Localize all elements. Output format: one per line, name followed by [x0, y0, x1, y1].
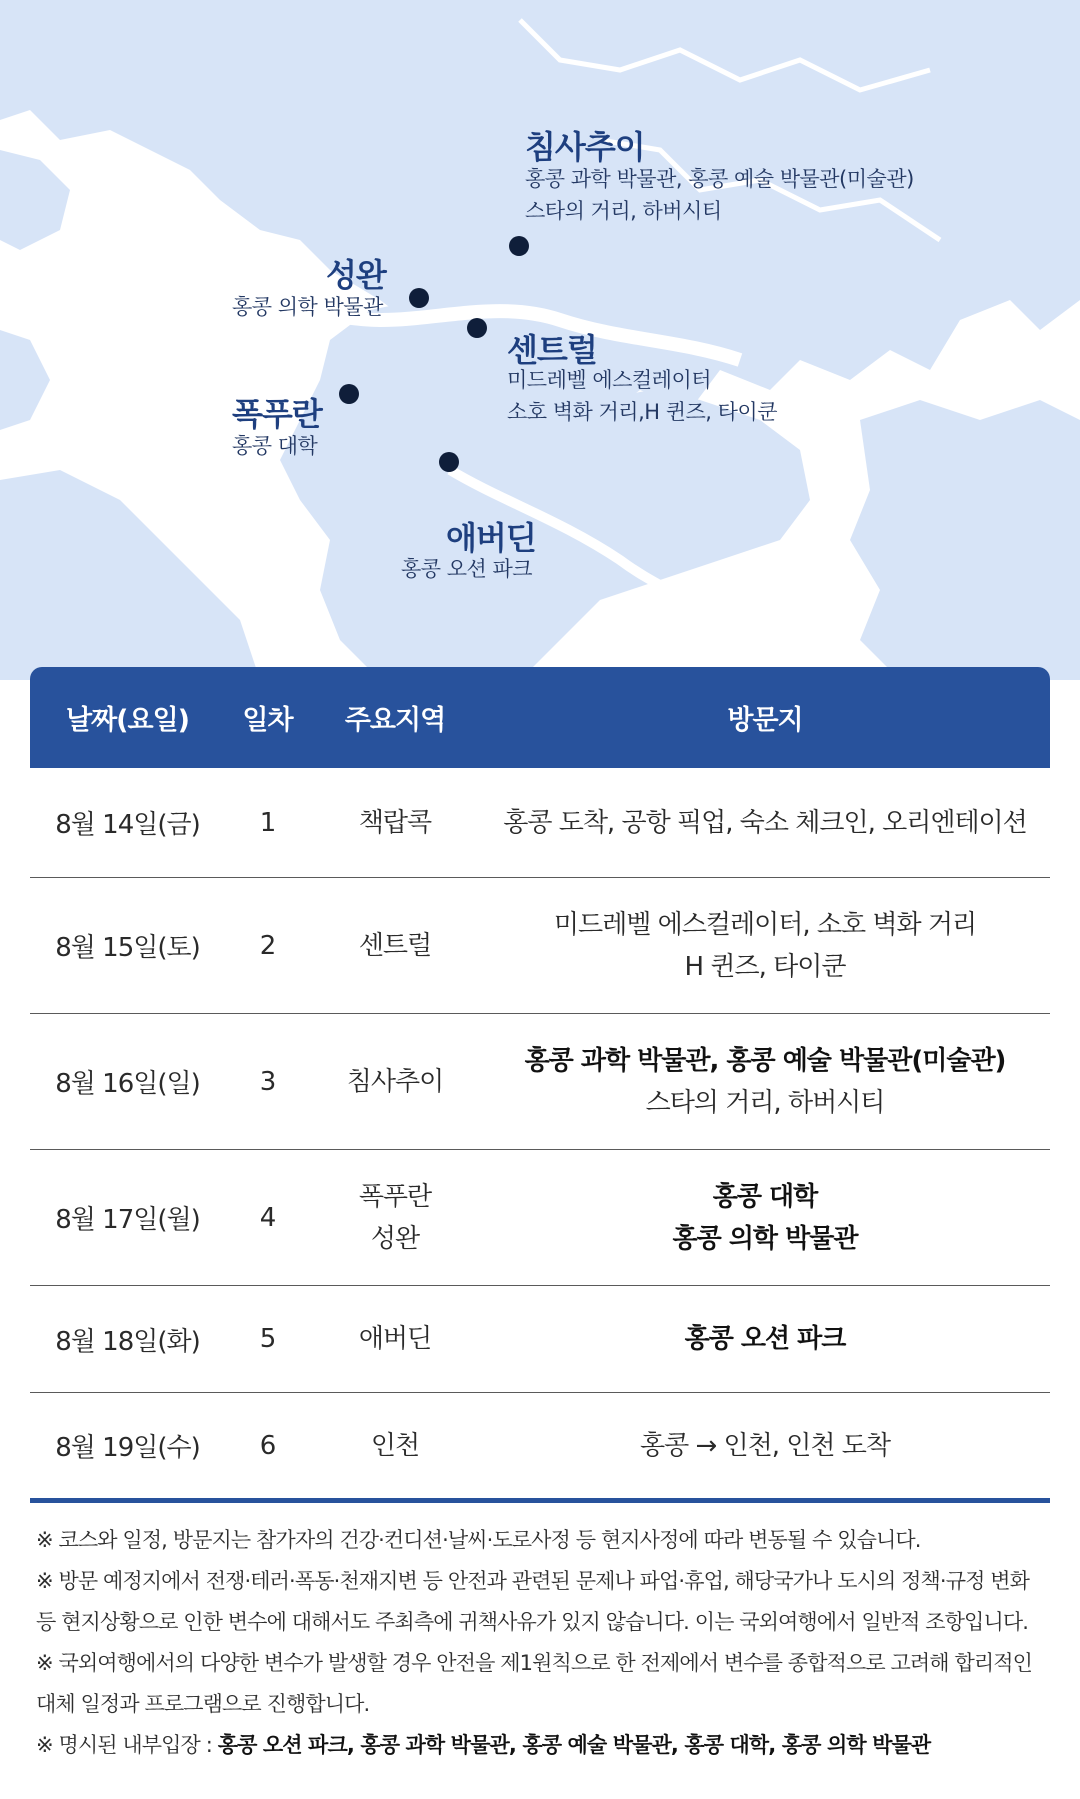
- cell-date: 8월 19일(수): [55, 1433, 200, 1463]
- cell-places: [480, 1318, 1050, 1360]
- header-region: 주요지역: [344, 705, 446, 736]
- location-desc-tsim-sha-tsui: [525, 163, 914, 227]
- location-desc-line: 홍콩 과학 박물관, 홍콩 예술 박물관(미술관): [525, 167, 914, 191]
- header-places: 방문지: [727, 705, 803, 736]
- location-name-sheung-wan: 성완: [326, 256, 386, 294]
- cell-places: [480, 1176, 1050, 1260]
- place-line: 홍콩 의학 박물관: [672, 1223, 858, 1254]
- table-row: [30, 1393, 1050, 1503]
- cell-region: [310, 925, 480, 967]
- region-line: 애버딘: [358, 1324, 432, 1354]
- location-desc-pok-fu-lam: [232, 430, 317, 462]
- cell-day: 1: [259, 807, 276, 838]
- location-desc-line: 홍콩 오션 파크: [401, 557, 533, 581]
- cell-places: [480, 1040, 1050, 1124]
- cell-day: 4: [259, 1202, 276, 1233]
- cell-day: 5: [259, 1324, 276, 1354]
- location-desc-line: 홍콩 의학 박물관: [232, 295, 383, 319]
- table-row: [30, 878, 1050, 1014]
- region-line: 책랍콕: [358, 807, 432, 838]
- map-land-east: [850, 400, 1080, 680]
- place-line: 홍콩 오션 파크: [684, 1324, 846, 1354]
- place-line: 홍콩 도착, 공항 픽업, 숙소 체크인, 오리엔테이션: [503, 807, 1027, 838]
- region-line: 침사추이: [346, 1066, 444, 1097]
- cell-day: 3: [259, 1066, 276, 1097]
- map: [0, 0, 1080, 680]
- map-marker-pok-fu-lam[interactable]: [339, 384, 359, 404]
- note-item: ※ 국외여행에서의 다양한 변수가 발생할 경우 안전을 제1원칙으로 한 전제에서 변수를 종합적으로 고려해 합리적인 대체 일정과 프로그램으로 진행합니다.: [36, 1651, 1032, 1716]
- cell-region: [310, 1425, 480, 1467]
- note-item: ※ 방문 예정지에서 전쟁·테러·폭동·천재지변 등 안전과 관련된 문제나 파업·휴업, 해당국가나 도시의 정책·규정 변화 등 현지상황으로 인한 변수에 대해서도 주최측에 귀책사유가 있지 않습니다. 이는 국외여행에서 일반적 조항입니다.: [36, 1569, 1030, 1634]
- admission-prefix: ※ 명시된 내부입장 :: [36, 1733, 218, 1757]
- place-line: 홍콩 과학 박물관, 홍콩 예술 박물관(미술관): [524, 1045, 1006, 1076]
- location-name-pok-fu-lam: 폭푸란: [232, 395, 322, 433]
- admission-places: 홍콩 오션 파크, 홍콩 과학 박물관, 홍콩 예술 박물관, 홍콩 대학, 홍콩 의학 박물관: [217, 1733, 931, 1757]
- cell-places: [480, 802, 1050, 844]
- cell-date: 8월 14일(금): [55, 810, 200, 840]
- place-line: 홍콩 → 인천, 인천 도착: [639, 1430, 891, 1461]
- region-line: 폭푸란: [358, 1181, 432, 1212]
- location-name-aberdeen: 애버딘: [446, 519, 536, 557]
- cell-places: [480, 1425, 1050, 1467]
- table-row: [30, 768, 1050, 878]
- cell-date: 8월 15일(토): [55, 933, 200, 963]
- location-desc-line: 소호 벽화 거리,H 퀸즈, 타이쿤: [507, 400, 777, 424]
- admission-note: [36, 1725, 1046, 1766]
- table-header: [30, 667, 1050, 768]
- location-desc-line: 미드레벨 에스컬레이터: [507, 368, 712, 392]
- place-line: 스타의 거리, 하버시티: [645, 1087, 885, 1118]
- cell-date: 8월 17일(월): [55, 1205, 200, 1235]
- note-item: ※ 코스와 일정, 방문지는 참가자의 건강·컨디션·날씨·도로사정 등 현지사정에 따라 변동될 수 있습니다.: [36, 1528, 921, 1552]
- location-name-central: 센트럴: [507, 331, 597, 369]
- place-line: 홍콩 대학: [712, 1181, 818, 1212]
- cell-places: [480, 904, 1050, 988]
- place-line: 미드레벨 에스컬레이터, 소호 벽화 거리: [553, 909, 977, 940]
- cell-region: [310, 802, 480, 844]
- cell-region: [310, 1318, 480, 1360]
- region-line: 센트럴: [358, 930, 432, 961]
- map-marker-aberdeen[interactable]: [439, 452, 459, 472]
- map-marker-tsim-sha-tsui[interactable]: [509, 236, 529, 256]
- cell-day: 6: [259, 1430, 276, 1461]
- location-desc-line: 스타의 거리, 하버시티: [525, 199, 722, 223]
- map-marker-central[interactable]: [467, 318, 487, 338]
- region-line: 인천: [370, 1430, 420, 1461]
- table-row: [30, 1014, 1050, 1150]
- table-row: [30, 1286, 1050, 1393]
- location-name-tsim-sha-tsui: 침사추이: [525, 128, 645, 166]
- table-row: [30, 1150, 1050, 1286]
- cell-date: 8월 16일(일): [55, 1069, 200, 1099]
- location-desc-sheung-wan: [232, 291, 383, 323]
- itinerary-table: [30, 667, 1050, 1503]
- map-marker-sheung-wan[interactable]: [409, 288, 429, 308]
- location-desc-aberdeen: [401, 553, 532, 585]
- location-desc-line: 홍콩 대학: [232, 434, 318, 458]
- region-line: 성완: [370, 1223, 420, 1254]
- cell-region: [310, 1061, 480, 1103]
- header-day: 일차: [242, 705, 293, 736]
- place-line: H 퀸즈, 타이쿤: [684, 951, 846, 982]
- notes: [36, 1520, 1046, 1766]
- location-desc-central: [507, 364, 777, 428]
- header-date: 날짜(요일): [65, 705, 189, 736]
- cell-date: 8월 18일(화): [55, 1326, 200, 1357]
- cell-region: [310, 1176, 480, 1260]
- cell-day: 2: [259, 930, 276, 961]
